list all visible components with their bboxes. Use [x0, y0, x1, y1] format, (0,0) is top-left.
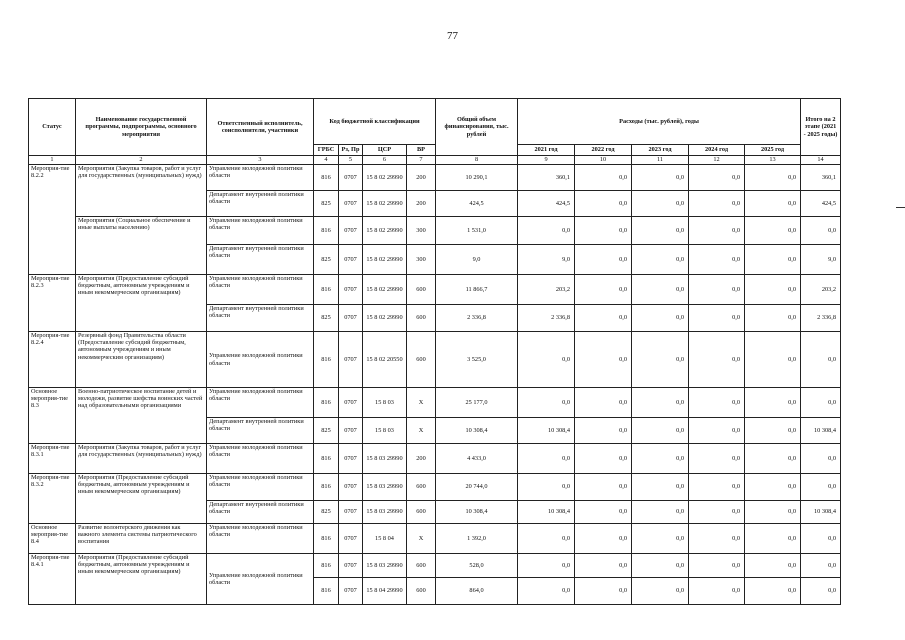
row-y2023: 0,0 — [632, 305, 689, 332]
row-itogo: 0,0 — [801, 554, 841, 578]
row-y2024: 0,0 — [689, 524, 745, 554]
row-y2023: 0,0 — [632, 217, 689, 245]
row-executor: Управление молодежной политики области — [207, 444, 314, 474]
row-csr: 15 8 03 — [363, 388, 407, 418]
row-csr: 15 8 02 29990 — [363, 165, 407, 191]
row-executor: Департамент внутренней политики области — [207, 501, 314, 524]
row-executor: Управление молодежной политики области — [207, 524, 314, 554]
row-name: Резервный фонд Правительства области (Предоставление субсидий бюджетным, автономным учреждениям и иным некоммерческим организациям) — [76, 332, 207, 388]
row-vr: 200 — [407, 191, 436, 217]
row-y2023: 0,0 — [632, 191, 689, 217]
row-y2024: 0,0 — [689, 578, 745, 605]
row-y2025: 0,0 — [745, 245, 801, 275]
row-name: Военно-патриотическое воспитание детей и молодежи, развитие шефства воинских частей над образовательными организациями — [76, 388, 207, 444]
row-csr: 15 8 03 29990 — [363, 501, 407, 524]
row-y2021: 203,2 — [518, 275, 575, 305]
header-y2025: 2025 год — [745, 145, 801, 156]
row-itogo: 203,2 — [801, 275, 841, 305]
row-name: Мероприятия (Закупка товаров, работ и услуг для государственных (муниципальных) нужд) — [76, 444, 207, 474]
header-y2023: 2023 год — [632, 145, 689, 156]
row-csr: 15 8 02 29990 — [363, 191, 407, 217]
row-total: 1 392,0 — [436, 524, 518, 554]
col-number: 3 — [207, 156, 314, 165]
row-status: Мероприя-тие 8.2.3 — [29, 275, 76, 332]
row-itogo: 0,0 — [801, 332, 841, 388]
row-grbs: 816 — [314, 554, 339, 578]
row-rz: 0707 — [339, 165, 363, 191]
row-total: 10 308,4 — [436, 418, 518, 444]
row-total: 2 336,8 — [436, 305, 518, 332]
row-csr: 15 8 02 20550 — [363, 332, 407, 388]
row-y2023: 0,0 — [632, 444, 689, 474]
row-total: 4 433,0 — [436, 444, 518, 474]
row-y2024: 0,0 — [689, 474, 745, 501]
row-rz: 0707 — [339, 305, 363, 332]
col-number: 8 — [436, 156, 518, 165]
row-grbs: 816 — [314, 524, 339, 554]
row-rz: 0707 — [339, 418, 363, 444]
row-executor: Управление молодежной политики области — [207, 332, 314, 388]
row-y2023: 0,0 — [632, 332, 689, 388]
row-y2023: 0,0 — [632, 524, 689, 554]
budget-table — [28, 98, 841, 605]
row-vr: 600 — [407, 501, 436, 524]
row-grbs: 816 — [314, 444, 339, 474]
col-number: 11 — [632, 156, 689, 165]
header-csr: ЦСР — [363, 145, 407, 156]
row-grbs: 816 — [314, 578, 339, 605]
row-y2025: 0,0 — [745, 474, 801, 501]
row-total: 9,0 — [436, 245, 518, 275]
row-csr: 15 8 02 29990 — [363, 275, 407, 305]
header-row — [29, 99, 841, 145]
row-executor: Управление молодежной политики области — [207, 474, 314, 501]
row-rz: 0707 — [339, 501, 363, 524]
table-row — [29, 474, 841, 501]
row-y2025: 0,0 — [745, 217, 801, 245]
edge-mark — [896, 207, 905, 208]
row-vr: 600 — [407, 578, 436, 605]
row-name: Мероприятия (Предоставление субсидий бюджетным, автономным учреждениям и иным некоммерческим организациям) — [76, 474, 207, 524]
row-y2022: 0,0 — [575, 305, 632, 332]
row-y2025: 0,0 — [745, 524, 801, 554]
row-y2022: 0,0 — [575, 275, 632, 305]
row-y2024: 0,0 — [689, 554, 745, 578]
row-itogo: 0,0 — [801, 217, 841, 245]
row-grbs: 825 — [314, 501, 339, 524]
row-grbs: 816 — [314, 332, 339, 388]
col-number: 1 — [29, 156, 76, 165]
row-grbs: 825 — [314, 418, 339, 444]
row-csr: 15 8 03 29990 — [363, 554, 407, 578]
table-row — [29, 444, 841, 474]
row-itogo: 10 308,4 — [801, 418, 841, 444]
row-grbs: 816 — [314, 474, 339, 501]
row-itogo: 0,0 — [801, 578, 841, 605]
col-number: 2 — [76, 156, 207, 165]
table-row — [29, 554, 841, 578]
row-y2025: 0,0 — [745, 191, 801, 217]
row-y2021: 0,0 — [518, 524, 575, 554]
row-grbs: 816 — [314, 217, 339, 245]
row-vr: 600 — [407, 554, 436, 578]
row-rz: 0707 — [339, 554, 363, 578]
row-total: 10 308,4 — [436, 501, 518, 524]
header-y2024: 2024 год — [689, 145, 745, 156]
row-executor: Управление молодежной политики области — [207, 217, 314, 245]
row-y2024: 0,0 — [689, 388, 745, 418]
col-number: 6 — [363, 156, 407, 165]
row-y2023: 0,0 — [632, 418, 689, 444]
row-y2023: 0,0 — [632, 388, 689, 418]
row-y2021: 0,0 — [518, 217, 575, 245]
table-row — [29, 388, 841, 418]
row-executor: Управление молодежной политики области — [207, 275, 314, 305]
row-grbs: 816 — [314, 165, 339, 191]
row-csr: 15 8 04 29990 — [363, 578, 407, 605]
row-total: 1 531,0 — [436, 217, 518, 245]
col-number: 10 — [575, 156, 632, 165]
row-itogo: 10 308,4 — [801, 501, 841, 524]
row-y2022: 0,0 — [575, 245, 632, 275]
row-grbs: 816 — [314, 388, 339, 418]
row-name: Развитие волонтерского движения как важного элемента системы патриотического воспитания — [76, 524, 207, 554]
row-vr: X — [407, 388, 436, 418]
row-y2024: 0,0 — [689, 245, 745, 275]
row-rz: 0707 — [339, 388, 363, 418]
row-total: 11 866,7 — [436, 275, 518, 305]
row-executor: Управление молодежной политики области — [207, 388, 314, 418]
row-vr: 300 — [407, 245, 436, 275]
row-y2022: 0,0 — [575, 165, 632, 191]
header-vr: ВР — [407, 145, 436, 156]
row-csr: 15 8 04 — [363, 524, 407, 554]
row-y2022: 0,0 — [575, 444, 632, 474]
row-y2024: 0,0 — [689, 275, 745, 305]
col-number: 12 — [689, 156, 745, 165]
row-y2025: 0,0 — [745, 554, 801, 578]
row-y2022: 0,0 — [575, 474, 632, 501]
row-y2022: 0,0 — [575, 332, 632, 388]
col-number: 14 — [801, 156, 841, 165]
row-status: Основное мероприя-тие 8.3 — [29, 388, 76, 444]
row-y2024: 0,0 — [689, 165, 745, 191]
row-total: 10 290,1 — [436, 165, 518, 191]
table-row — [29, 332, 841, 388]
row-executor: Департамент внутренней политики области — [207, 245, 314, 275]
row-itogo: 0,0 — [801, 524, 841, 554]
row-grbs: 825 — [314, 245, 339, 275]
row-vr: 600 — [407, 332, 436, 388]
row-y2025: 0,0 — [745, 165, 801, 191]
row-y2025: 0,0 — [745, 388, 801, 418]
row-rz: 0707 — [339, 578, 363, 605]
row-vr: X — [407, 418, 436, 444]
row-y2022: 0,0 — [575, 418, 632, 444]
col-number: 7 — [407, 156, 436, 165]
row-y2025: 0,0 — [745, 332, 801, 388]
row-csr: 15 8 02 29990 — [363, 245, 407, 275]
row-name: Мероприятия (Закупка товаров, работ и услуг для государственных (муниципальных) нужд) — [76, 165, 207, 217]
row-name: Мероприятия (Предоставление субсидий бюджетным, автономным учреждениям и иным некоммерческим организациям) — [76, 275, 207, 332]
row-total: 20 744,0 — [436, 474, 518, 501]
row-y2022: 0,0 — [575, 524, 632, 554]
header-y2022: 2022 год — [575, 145, 632, 156]
col-number: 9 — [518, 156, 575, 165]
row-grbs: 825 — [314, 191, 339, 217]
row-y2023: 0,0 — [632, 245, 689, 275]
row-name: Мероприятия (Предоставление субсидий бюджетным, автономным учреждениям и иным некоммерческим организациям) — [76, 554, 207, 605]
row-itogo: 0,0 — [801, 474, 841, 501]
row-y2022: 0,0 — [575, 388, 632, 418]
row-csr: 15 8 03 — [363, 418, 407, 444]
row-y2022: 0,0 — [575, 217, 632, 245]
row-y2022: 0,0 — [575, 554, 632, 578]
row-y2025: 0,0 — [745, 578, 801, 605]
row-y2021: 0,0 — [518, 388, 575, 418]
header-itogo: Итого на 2 этапе (2021 - 2025 годы) — [801, 99, 841, 156]
row-vr: X — [407, 524, 436, 554]
row-executor: Управление молодежной политики области — [207, 165, 314, 191]
table-row — [29, 165, 841, 191]
row-y2024: 0,0 — [689, 501, 745, 524]
header-status: Статус — [29, 99, 76, 156]
row-y2025: 0,0 — [745, 275, 801, 305]
row-y2024: 0,0 — [689, 217, 745, 245]
row-y2023: 0,0 — [632, 501, 689, 524]
row-y2021: 360,1 — [518, 165, 575, 191]
row-rz: 0707 — [339, 332, 363, 388]
row-total: 424,5 — [436, 191, 518, 217]
row-executor: Управление молодежной политики области — [207, 554, 314, 605]
row-status: Основное мероприя-тие 8.4 — [29, 524, 76, 554]
header-executor: Ответственный исполнитель, соисполнители, участники — [207, 99, 314, 156]
row-y2024: 0,0 — [689, 305, 745, 332]
row-y2021: 9,0 — [518, 245, 575, 275]
row-vr: 300 — [407, 217, 436, 245]
row-y2021: 2 336,8 — [518, 305, 575, 332]
row-total: 3 525,0 — [436, 332, 518, 388]
row-status: Мероприя-тие 8.2.2 — [29, 165, 76, 275]
row-y2021: 10 308,4 — [518, 501, 575, 524]
row-y2023: 0,0 — [632, 275, 689, 305]
row-executor: Департамент внутренней политики области — [207, 305, 314, 332]
row-y2023: 0,0 — [632, 474, 689, 501]
header-grbs: ГРБС — [314, 145, 339, 156]
row-itogo: 0,0 — [801, 444, 841, 474]
row-y2025: 0,0 — [745, 418, 801, 444]
row-total: 528,0 — [436, 554, 518, 578]
row-itogo: 9,0 — [801, 245, 841, 275]
row-grbs: 825 — [314, 305, 339, 332]
col-number: 5 — [339, 156, 363, 165]
row-csr: 15 8 03 29990 — [363, 444, 407, 474]
row-y2021: 0,0 — [518, 474, 575, 501]
row-vr: 600 — [407, 474, 436, 501]
row-itogo: 0,0 — [801, 388, 841, 418]
row-total: 864,0 — [436, 578, 518, 605]
table-row — [29, 524, 841, 554]
row-y2024: 0,0 — [689, 332, 745, 388]
header-total: Общий объем финансирования, тыс. рублей — [436, 99, 518, 156]
row-itogo: 2 336,8 — [801, 305, 841, 332]
row-y2021: 0,0 — [518, 332, 575, 388]
row-y2021: 0,0 — [518, 554, 575, 578]
row-y2023: 0,0 — [632, 578, 689, 605]
row-y2023: 0,0 — [632, 554, 689, 578]
page-number: 77 — [447, 30, 458, 42]
row-status: Мероприя-тие 8.3.1 — [29, 444, 76, 474]
row-y2023: 0,0 — [632, 165, 689, 191]
row-executor: Департамент внутренней политики области — [207, 191, 314, 217]
row-vr: 600 — [407, 305, 436, 332]
row-y2025: 0,0 — [745, 444, 801, 474]
row-y2021: 10 308,4 — [518, 418, 575, 444]
row-executor: Департамент внутренней политики области — [207, 418, 314, 444]
row-y2022: 0,0 — [575, 191, 632, 217]
col-number: 13 — [745, 156, 801, 165]
row-status: Мероприя-тие 8.2.4 — [29, 332, 76, 388]
row-y2022: 0,0 — [575, 578, 632, 605]
row-vr: 200 — [407, 444, 436, 474]
row-total: 25 177,0 — [436, 388, 518, 418]
table-row — [29, 217, 841, 245]
header-name: Наименование государственной программы, подпрограммы, основного мероприятия — [76, 99, 207, 156]
header-rzpr: Рз, Пр — [339, 145, 363, 156]
row-vr: 600 — [407, 275, 436, 305]
row-grbs: 816 — [314, 275, 339, 305]
row-name: Мероприятия (Социальное обеспечение и иные выплаты населению) — [76, 217, 207, 275]
row-rz: 0707 — [339, 217, 363, 245]
row-y2021: 424,5 — [518, 191, 575, 217]
row-y2021: 0,0 — [518, 578, 575, 605]
table-row — [29, 275, 841, 305]
row-vr: 200 — [407, 165, 436, 191]
row-y2025: 0,0 — [745, 305, 801, 332]
row-rz: 0707 — [339, 524, 363, 554]
row-rz: 0707 — [339, 275, 363, 305]
row-csr: 15 8 02 29990 — [363, 305, 407, 332]
row-rz: 0707 — [339, 474, 363, 501]
header-code-group: Код бюджетной классификации — [314, 99, 436, 145]
row-y2024: 0,0 — [689, 191, 745, 217]
row-rz: 0707 — [339, 245, 363, 275]
row-status: Мероприя-тие 8.3.2 — [29, 474, 76, 524]
row-y2025: 0,0 — [745, 501, 801, 524]
row-status: Мероприя-тие 8.4.1 — [29, 554, 76, 605]
row-csr: 15 8 02 29990 — [363, 217, 407, 245]
row-rz: 0707 — [339, 444, 363, 474]
row-itogo: 360,1 — [801, 165, 841, 191]
header-expenses: Расходы (тыс. рублей), годы — [518, 99, 801, 145]
row-y2021: 0,0 — [518, 444, 575, 474]
row-csr: 15 8 03 29990 — [363, 474, 407, 501]
col-number: 4 — [314, 156, 339, 165]
row-y2024: 0,0 — [689, 418, 745, 444]
row-rz: 0707 — [339, 191, 363, 217]
header-y2021: 2021 год — [518, 145, 575, 156]
row-itogo: 424,5 — [801, 191, 841, 217]
column-number-row — [29, 156, 841, 165]
row-y2022: 0,0 — [575, 501, 632, 524]
row-y2024: 0,0 — [689, 444, 745, 474]
